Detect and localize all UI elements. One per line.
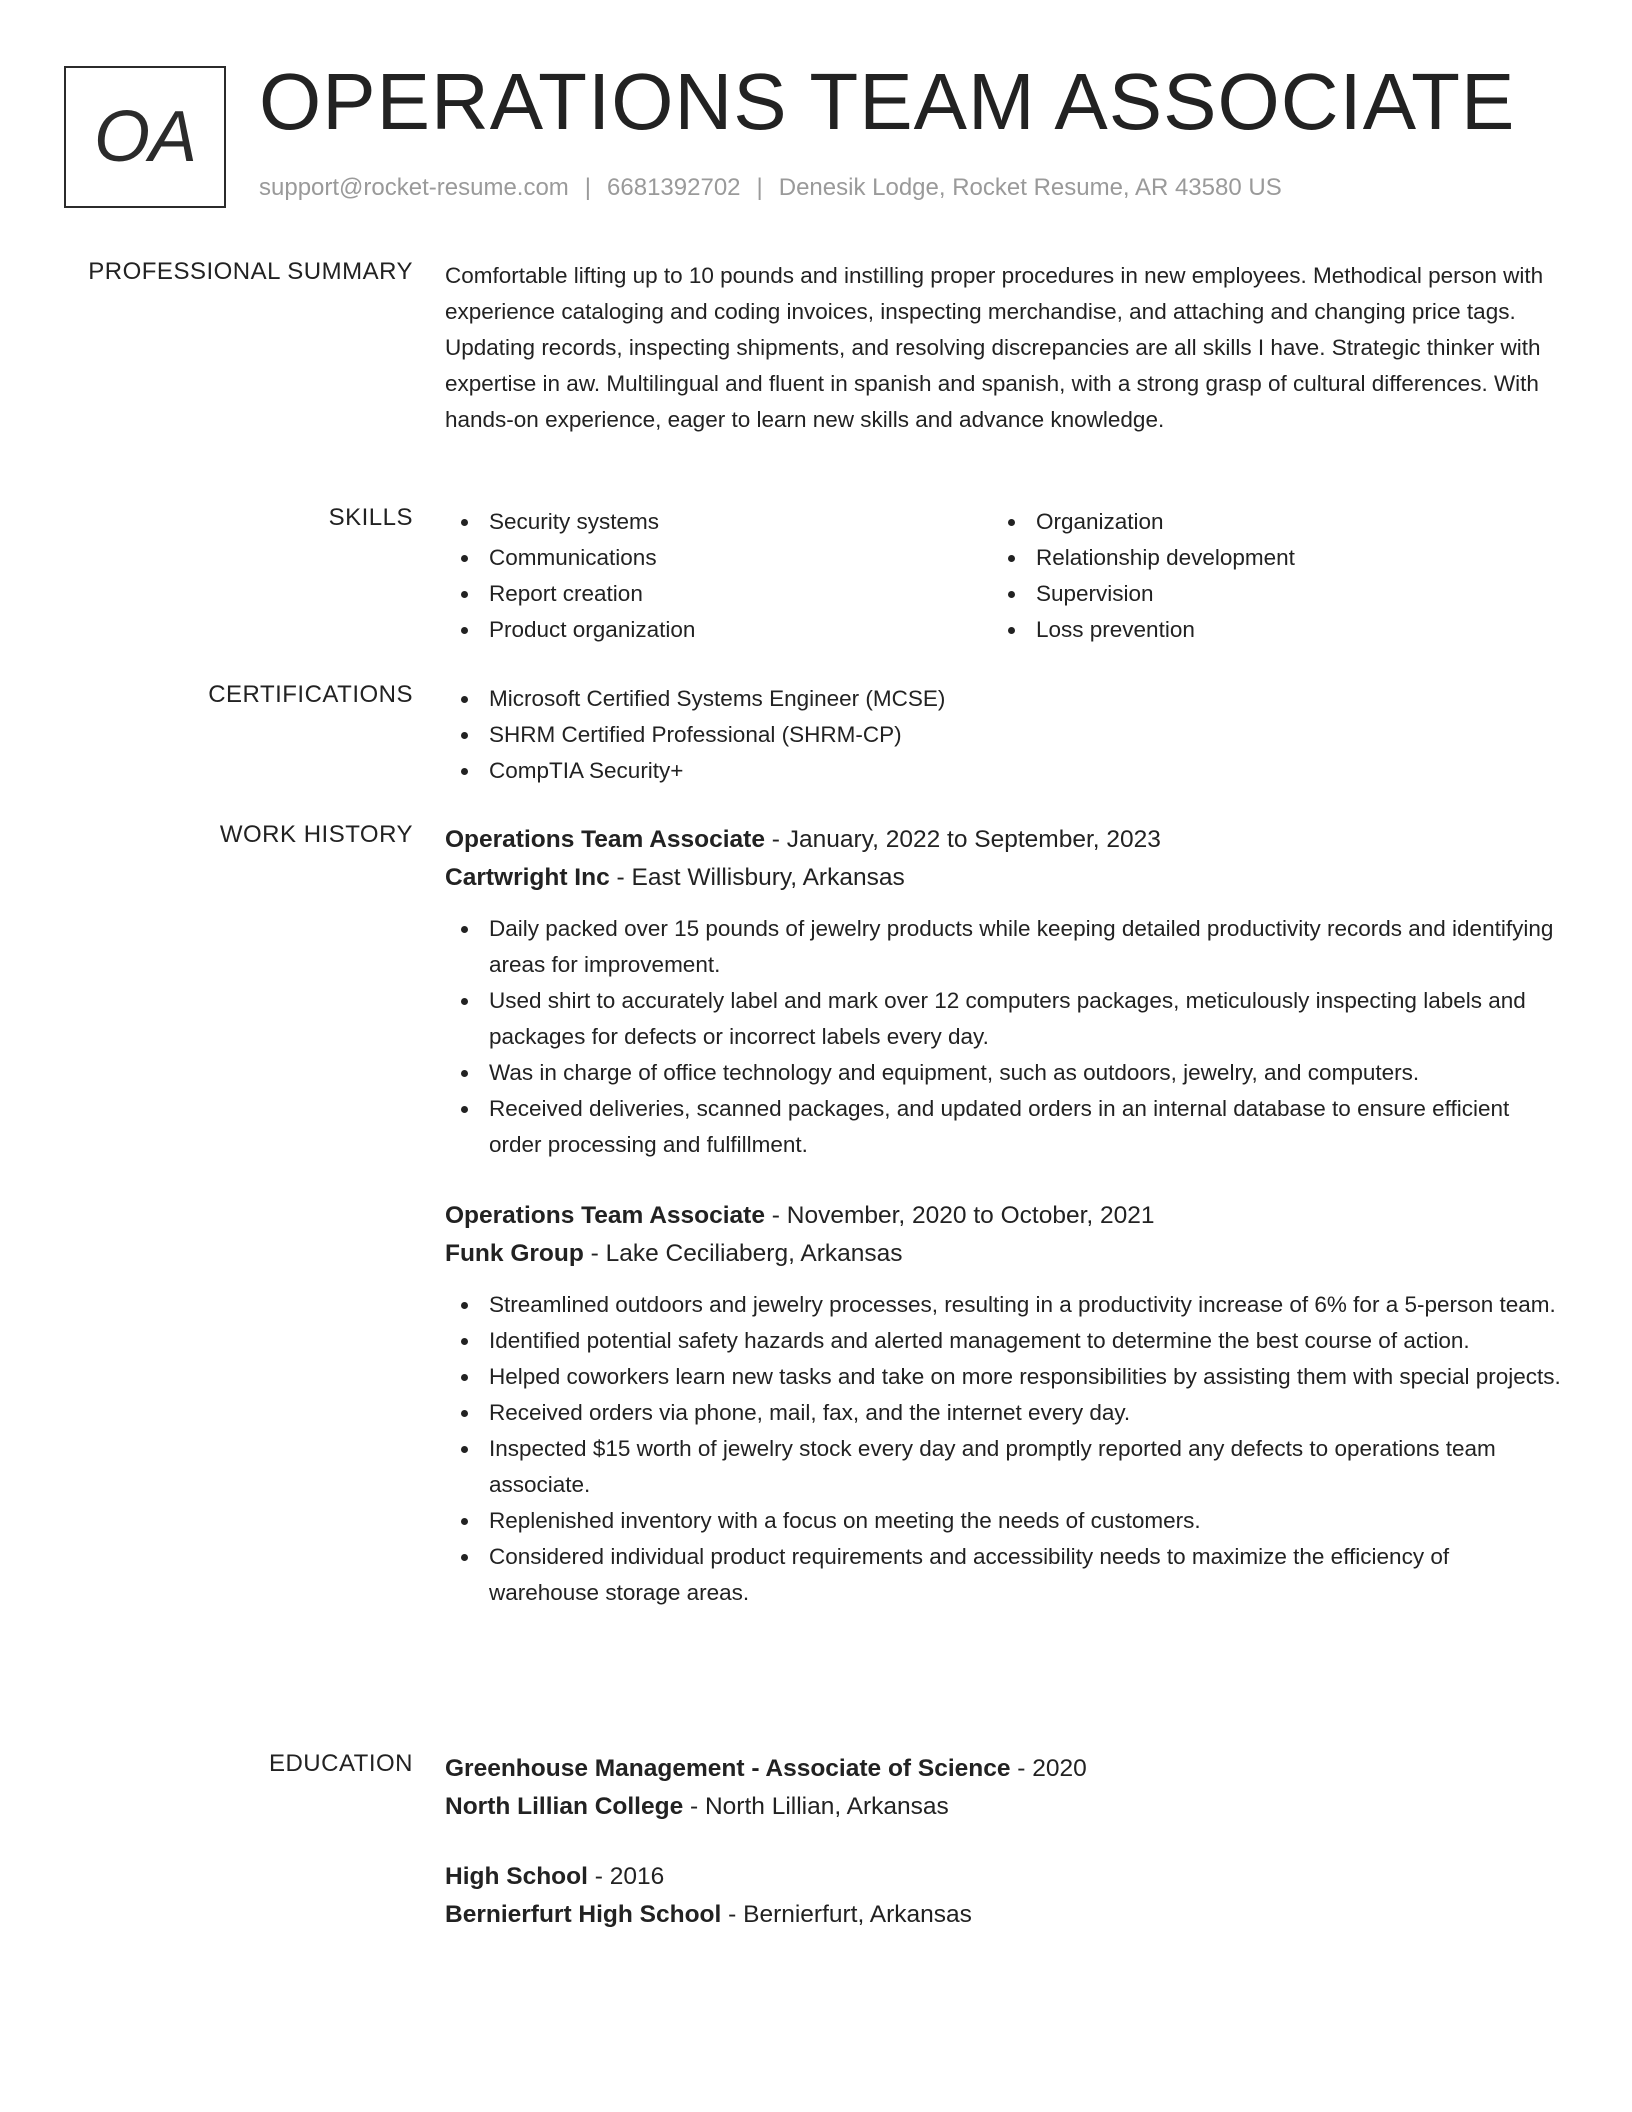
section-label-summary: PROFESSIONAL SUMMARY xyxy=(88,258,413,285)
job-bullet: Helped coworkers learn new tasks and take on more responsibilities by assisting them with special projects. xyxy=(445,1359,1565,1395)
job-bullets xyxy=(445,911,1565,1163)
job-entry xyxy=(445,1197,1565,1611)
job-bullet: Was in charge of office technology and equipment, such as outdoors, jewelry, and computers. xyxy=(445,1055,1565,1091)
job-title-line xyxy=(445,821,1565,859)
skills-column-1 xyxy=(445,504,992,648)
job-bullets xyxy=(445,1287,1565,1611)
candidate-name: OPERATIONS TEAM ASSOCIATE xyxy=(259,57,1516,146)
section-label-work-history: WORK HISTORY xyxy=(219,821,413,848)
job-bullet: Inspected $15 worth of jewelry stock every day and promptly reported any defects to operations team associate. xyxy=(445,1431,1565,1503)
job-bullet: Used shirt to accurately label and mark over 12 computers packages, meticulously inspecting labels and packages for defects or incorrect labels every day. xyxy=(445,983,1565,1055)
job-bullet: Streamlined outdoors and jewelry processes, resulting in a productivity increase of 6% for a 5-person team. xyxy=(445,1287,1565,1323)
job-bullet: Daily packed over 15 pounds of jewelry products while keeping detailed productivity records and identifying areas for improvement. xyxy=(445,911,1565,983)
certifications-list xyxy=(445,681,1565,789)
skill-item: Communications xyxy=(445,540,992,576)
education-school-line xyxy=(445,1896,1565,1934)
job-company: Cartwright Inc xyxy=(445,864,610,891)
job-bullet: Received orders via phone, mail, fax, and the internet every day. xyxy=(445,1395,1565,1431)
certification-item: Microsoft Certified Systems Engineer (MCSE) xyxy=(445,681,1565,717)
skill-item: Relationship development xyxy=(992,540,1539,576)
contact-separator: | xyxy=(584,174,592,201)
certification-item: CompTIA Security+ xyxy=(445,753,1565,789)
education-degree-line xyxy=(445,1858,1565,1896)
job-bullet: Replenished inventory with a focus on meeting the needs of customers. xyxy=(445,1503,1565,1539)
skills-grid xyxy=(445,504,1565,648)
section-label-certifications: CERTIFICATIONS xyxy=(208,681,413,708)
monogram-box xyxy=(64,66,226,208)
skill-item: Loss prevention xyxy=(992,612,1539,648)
skill-item: Supervision xyxy=(992,576,1539,612)
contact-line xyxy=(259,174,1282,202)
job-location: - Lake Ceciliaberg, Arkansas xyxy=(583,1240,903,1267)
summary-text: Comfortable lifting up to 10 pounds and instilling proper procedures in new employees. Methodical person with experience cataloging and coding invoices, inspecting merchandise, and attaching and changing price tags. Updating records, inspecting shipments, and resolving discrepancies are all skills I have. Strategic thinker with expertise in aw. Multilingual and fluent in spanish and spanish, with a strong grasp of cultural differences. With hands-on experience, eager to learn new skills and advance knowledge. xyxy=(445,263,1544,432)
job-bullet: Received deliveries, scanned packages, and updated orders in an internal database to ensure efficient order processing and fulfillment. xyxy=(445,1091,1565,1163)
education-year: - 2020 xyxy=(1010,1755,1087,1782)
education-year: - 2016 xyxy=(587,1863,665,1890)
education-degree: High School xyxy=(445,1863,588,1890)
job-entry xyxy=(445,821,1565,1163)
monogram-initials: OA xyxy=(93,97,197,177)
job-title-line xyxy=(445,1197,1565,1235)
contact-separator: | xyxy=(756,174,763,201)
contact-email[interactable]: support@rocket-resume.com xyxy=(259,174,569,201)
education-school-line xyxy=(445,1788,1565,1826)
job-dates: - January, 2022 to September, 2023 xyxy=(764,826,1161,853)
job-title: Operations Team Associate xyxy=(445,1202,765,1229)
education-school: North Lillian College xyxy=(445,1793,684,1820)
skill-item: Security systems xyxy=(445,504,992,540)
job-bullet: Identified potential safety hazards and alerted management to determine the best course of action. xyxy=(445,1323,1565,1359)
education-entry xyxy=(445,1858,1565,1934)
job-dates: - November, 2020 to October, 2021 xyxy=(764,1202,1155,1229)
skill-item: Report creation xyxy=(445,576,992,612)
job-company-line xyxy=(445,1235,1565,1273)
skill-item: Organization xyxy=(992,504,1539,540)
job-location: - East Willisbury, Arkansas xyxy=(609,864,905,891)
education-degree-line xyxy=(445,1750,1565,1788)
education-school: Bernierfurt High School xyxy=(445,1901,722,1928)
skills-column-2 xyxy=(992,504,1539,648)
section-label-skills: SKILLS xyxy=(328,504,413,531)
education-location: - North Lillian, Arkansas xyxy=(683,1793,949,1820)
contact-address: Denesik Lodge, Rocket Resume, AR 43580 US xyxy=(778,174,1282,201)
education-entry xyxy=(445,1750,1565,1826)
job-bullet: Considered individual product requirements and accessibility needs to maximize the efficiency of warehouse storage areas. xyxy=(445,1539,1565,1611)
skill-item: Product organization xyxy=(445,612,992,648)
job-company: Funk Group xyxy=(445,1240,584,1267)
education-degree: Greenhouse Management - Associate of Science xyxy=(445,1755,1011,1782)
job-title: Operations Team Associate xyxy=(445,826,765,853)
education-location: - Bernierfurt, Arkansas xyxy=(721,1901,972,1928)
contact-phone[interactable]: 6681392702 xyxy=(607,174,741,201)
section-label-education: EDUCATION xyxy=(268,1750,413,1777)
certification-item: SHRM Certified Professional (SHRM-CP) xyxy=(445,717,1565,753)
job-company-line xyxy=(445,859,1565,897)
